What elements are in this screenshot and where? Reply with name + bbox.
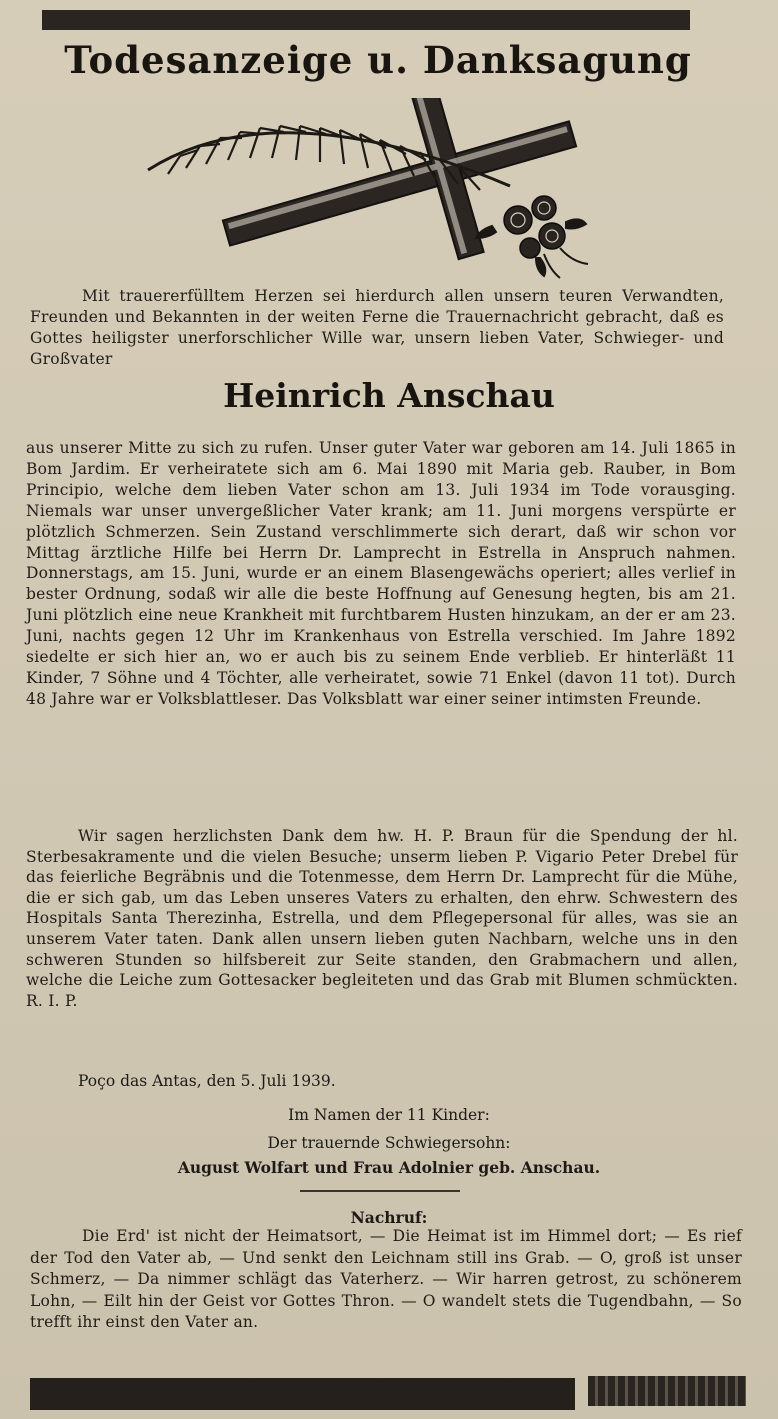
page-title: Todesanzeige u. Danksagung <box>64 38 692 82</box>
signature-names: August Wolfart und Frau Adolnier geb. Anschau. <box>177 1158 601 1177</box>
signature-line-2: Der trauernde Schwiegersohn: <box>267 1134 511 1152</box>
top-border-bar <box>42 10 690 30</box>
place-and-date: Poço das Antas, den 5. Juli 1939. <box>78 1072 336 1090</box>
bottom-border-bar <box>30 1378 575 1410</box>
signature-line-1: Im Namen der 11 Kinder: <box>288 1106 490 1124</box>
thanks-paragraph: Wir sagen herzlichsten Dank dem hw. H. P. Braun für die Spendung der hl. Sterbesakramente und die vielen Besuche; unserm lieben P. Vigario Peter Drebel für das feierliche Begräbnis und die Totenmesse, dem Herrn Dr. Lamprecht für die Mühe, die er sich gab, um das Leben unseres Vaters zu erhalten, den ehrw. Schwestern des Hospitals Santa Therezinha, Estrella, und dem Pflegepersonal für alles, was sie an unserem Vater taten. Dank allen unsern lieben guten Nachbarn, welche uns in den schweren Stunden so hilfsbereit zur Seite standen, den Grabmachern und allen, welche die Leiche zum Gottesacker begleiteten und das Grab mit Blumen schmückten. R. I. P. <box>26 827 738 1010</box>
nachruf-heading: Nachruf: <box>350 1208 428 1227</box>
deceased-name: Heinrich Anschau <box>223 376 555 415</box>
biography-paragraph: aus unserer Mitte zu sich zu rufen. Unser guter Vater war geboren am 14. Juli 1865 in Bom Jardim. Er verheiratete sich am 6. Mai 1890 mit Maria geb. Rauber, in Bom Principio, welche dem lieben Vater schon am 13. Juli 1934 im Tode vorausging. Niemals war unser unvergeßlicher Vater krank; am 11. Juni morgens verspürte er plötzlich Schmerzen. Sein Zustand verschlimmerte sich derart, daß wir schon vor Mittag ärztliche Hilfe bei Herrn Dr. Lamprecht in Estrella in Anspruch nahmen. Donnerstags, am 15. Juni, wurde er an einem Blasengewächs operiert; alles verlief in bester Ordnung, sodaß wir alle die beste Hoffnung auf Genesung hegten, bis am 21. Juni plötzlich eine neue Krankheit mit furchtbarem Husten hinzukam, an der er am 23. Juni, nachts gegen 12 Uhr im Krankenhaus von Estrella verschied. Im Jahre 1892 siedelte er sich hier an, wo er auch bis zu seinem Ende verblieb. Er hinterläßt 11 Kinder, 7 Söhne und 4 Töchter, alle verheiratet, sowie 71 Enkel (davon 11 tot). Durch 48 Jahre war er Volksblattleser. Das Volksblatt war einer seiner intimsten Freunde. <box>26 439 736 708</box>
nachruf-poem: Die Erd' ist nicht der Heimatsort, — Die Heimat ist im Himmel dort; — Es rief der Tod den Vater ab, — Und senkt den Leichnam still ins Grab. — O, groß ist unser Schmerz, — Da nimmer schlägt das Vaterherz. — Wir harren getrost, zu schönerem Lohn, — Eilt hin der Geist vor Gottes Thron. — O wandelt stets die Tugendbahn, — So trefft ihr einst den Vater an. <box>30 1227 742 1331</box>
divider-rule <box>300 1190 460 1192</box>
cross-icon <box>140 98 620 282</box>
intro-paragraph: Mit trauererfülltem Herzen sei hierdurch allen unsern teuren Verwandten, Freunden und Bekannten in der weiten Ferne die Trauernachricht gebracht, daß es Gottes heiligster unerforschlicher Wille war, unsern lieben Vater, Schwieger- und Großvater <box>30 287 724 368</box>
bottom-border-fragment <box>588 1376 746 1406</box>
